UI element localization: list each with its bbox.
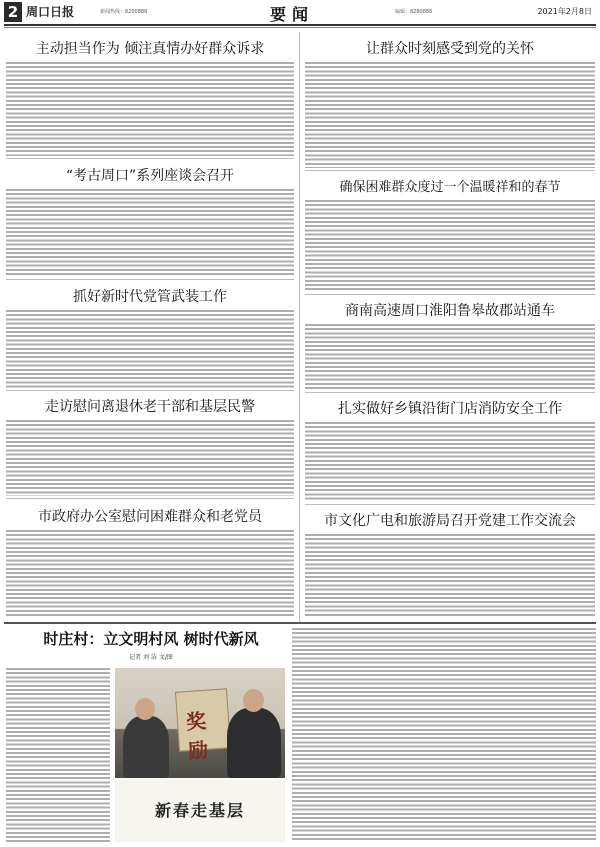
paper-name: 周口日报 [26,5,75,19]
article-separator [305,294,595,295]
person-head [243,689,264,712]
article-headline: 让群众时刻感受到党的关怀 [366,41,534,57]
article-headline: 商南高速周口淮阳鲁皋故郡站通车 [345,303,555,319]
feature-separator [4,622,596,624]
article-body [6,189,294,277]
article-right-4 [305,398,595,502]
header-rule [4,24,596,26]
article-left-4 [6,396,294,496]
feature-header [6,628,296,664]
article-left-3 [6,286,294,388]
feature-byline: 记者 刘 洁 文/图 [129,654,173,661]
article-headline: 抓好新时代党管武装工作 [73,289,227,305]
news-photo [115,668,285,778]
article-separator [305,504,595,505]
article-body [305,324,595,390]
feature-headline: 时庄村：立文明村风 树时代新风 [43,630,259,648]
feature-body-left [6,668,110,842]
header-hotline: 新闻热线：8200888 [100,9,148,15]
article-body [6,62,294,156]
article-separator [6,279,294,280]
article-left-5 [6,506,294,618]
article-body [6,310,294,388]
article-right-2 [305,176,595,292]
page-number: 2 [4,2,22,22]
article-separator [305,170,595,171]
article-headline: 市文化广电和旅游局召开党建工作交流会 [324,513,576,529]
article-headline: 主动担当作为 倾注真情办好群众诉求 [35,41,265,57]
article-body [292,628,596,842]
article-headline: “考古周口”系列座谈会召开 [65,168,235,184]
article-right-1 [305,38,595,168]
article-body [305,200,595,292]
article-separator [6,498,294,499]
article-body [305,422,595,502]
article-headline: 扎实做好乡镇沿街门店消防安全工作 [338,401,562,417]
article-headline: 走访慰问离退休老干部和基层民警 [45,399,255,415]
article-headline: 确保困难群众度过一个温暖祥和的春节 [339,180,561,195]
article-left-1 [6,38,294,156]
header-editor: 编辑：8280886 [395,9,433,15]
person-figure [227,708,281,778]
person-head [135,698,155,720]
photo-caption: 新春走基层 [115,780,285,842]
article-body [6,530,294,618]
article-headline: 市政府办公室慰问困难群众和老党员 [38,509,262,525]
header-rule-thin [4,27,596,28]
section-title: 要闻 [270,5,315,24]
masthead [0,0,600,26]
article-right-3 [305,300,595,390]
column-divider [299,32,300,622]
article-body [6,668,110,842]
article-body [305,534,595,618]
article-separator [6,158,294,159]
poster-text: 奖励 [185,708,211,764]
article-body [6,420,294,496]
award-poster [175,688,231,764]
feature-body-right [292,628,596,842]
article-separator [305,392,595,393]
article-separator [6,390,294,391]
issue-date: 2021年2月8日 [537,7,592,16]
article-left-2 [6,165,294,277]
article-body [305,62,595,168]
person-figure [123,716,169,778]
article-right-5 [305,510,595,618]
